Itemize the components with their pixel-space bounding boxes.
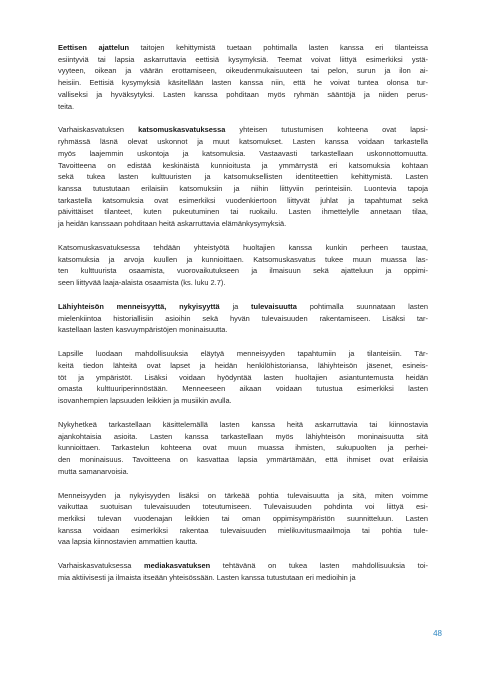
text-line <box>58 313 428 325</box>
text-line <box>58 183 428 195</box>
text-run: seen liittyvää laaja-alaista osaamista (ks. luku 2.7). <box>58 278 226 288</box>
text-line <box>58 65 428 77</box>
text-line <box>58 218 428 230</box>
text-run: yhteisen tutustumisen kohteena ovat lapsi- <box>225 125 429 135</box>
text-line <box>58 89 428 101</box>
text-line <box>58 124 428 136</box>
text-run: vyyteen, oikean ja väärän erottamiseen, oikeudenmukaisuuteen tai pelon, surun ja ilon ai- <box>58 66 428 76</box>
text-run: Nykyhetkeä tarkastellaan käsittelemällä lasten kanssa heitä askarruttavia tai kiinnostavia <box>58 419 428 429</box>
text-run: ajankohtaisia asioita. Lasten kanssa tarkastellaan myös lähiyhteisön moninaisuutta sitä <box>58 431 428 441</box>
paragraph <box>58 348 428 407</box>
text-run: ryhmässä läsnä olevat uskonnot ja muut katsomukset. Lasten kanssa voidaan tarkastella <box>58 137 428 147</box>
text-line <box>58 277 428 289</box>
text-line <box>58 242 428 254</box>
bold-term: Lähiyhteisön menneisyyttä, nykyisyyttä <box>58 301 220 311</box>
paragraph <box>58 242 428 289</box>
text-line <box>58 101 428 113</box>
text-run: isovanhempien lapsuuden leikkien ja musiikin avulla. <box>58 396 232 406</box>
text-line <box>58 431 428 443</box>
text-run: merkiksi tulevan vuodenajan leikkien tai oman oppimisympäristön suunnitteluun. Lasten <box>58 514 428 524</box>
text-line <box>58 136 428 148</box>
text-run: Varhaiskasvatuksessa <box>58 561 145 571</box>
text-line <box>58 265 428 277</box>
bold-term: mediakasvatuksen <box>144 561 211 571</box>
text-line <box>58 442 428 454</box>
text-run: myös laajemmin uskontoja ja katsomuksia. Vastaavasti tarkastellaan uskonnottomuutta. <box>58 148 428 158</box>
text-line <box>58 466 428 478</box>
text-run: vaikuttaa suotuisan tulevaisuuden toteutumiseen. Tulevaisuuden pohdinta voi liittyä esi- <box>58 502 428 512</box>
text-line <box>58 395 428 407</box>
text-line <box>58 501 428 513</box>
text-run: sekä tukea lasten kulttuuristen ja katsomuksellisten identiteettien kehittymistä. Lasten <box>58 172 428 182</box>
text-line <box>58 54 428 66</box>
paragraph <box>58 124 428 229</box>
text-run: kunnioittaen. Tarkastelun kohteena ovat muun muassa ihmisten, sukupuolten ja perhei- <box>58 443 428 453</box>
text-run: tarkastella katsomuksia ovat esimerkiksi vuodenkiertoon liittyvät juhlat ja tapahtumat sekä <box>58 195 428 205</box>
text-run: mielenkiintoa historiallisiin asioihin sekä hyvän tulevaisuuden rakentamiseen. Lisäksi tar- <box>58 313 428 323</box>
text-line <box>58 148 428 160</box>
text-run: katsomuksia ja arvoja kuullen ja kunnioittaen. Katsomuskasvatus tukee muun muassa las- <box>58 254 428 264</box>
text-line <box>58 348 428 360</box>
text-line <box>58 301 428 313</box>
text-run: den moninaisuus. Tavoitteena on kasvattaa lapsia ymmärtämään, että ihmiset ovat erilaisia <box>58 455 428 465</box>
text-run: taitojen kehittymistä tuetaan pohtimalla lasten kanssa eri tilanteissa <box>129 43 428 52</box>
text-line <box>58 171 428 183</box>
paragraph <box>58 419 428 478</box>
bold-term: katsomuskasvatuksessa <box>138 125 226 135</box>
text-line <box>58 372 428 384</box>
text-line <box>58 560 428 572</box>
text-line <box>58 536 428 548</box>
text-line <box>58 254 428 266</box>
text-run: päivittäiset tilanteet, kuten pukeutuminen tai ruokailu. Lasten ihmettelylle annetaan tilaa, <box>58 207 428 217</box>
text-run: Katsomuskasvatuksessa tehdään yhteistyötä huoltajien kanssa kunkin perheen taustaa, <box>58 242 428 252</box>
text-line <box>58 206 428 218</box>
bold-term: Eettisen ajattelun <box>58 43 130 52</box>
paragraph <box>58 42 428 112</box>
text-run: pohtimalla suunnataan lasten <box>296 301 428 311</box>
text-run: ten kulttuurista osaamista, vuorovaikutukseen ja ilmaisuun sekä ajatteluun ja oppimi- <box>58 266 428 276</box>
text-run: valliseksi ja hyväksytyksi. Lasten kanssa pohditaan myös ryhmän sääntöjä ja niiden perus- <box>58 89 428 99</box>
text-run: kastellaan lasten kasvuympäristöjen moninaisuutta. <box>58 325 228 335</box>
text-line <box>58 324 428 336</box>
text-run: heisiin. Eettisiä kysymyksiä käsitellään lasten kanssa niin, että he voivat tuntea olonsa tur- <box>58 78 428 88</box>
text-line <box>58 160 428 172</box>
text-run: Lapsille luodaan mahdollisuuksia eläytyä menneisyyden tapahtumiin ja tilanteisiin. Tär- <box>58 349 428 359</box>
text-line <box>58 490 428 502</box>
bold-term: tulevaisuutta <box>251 301 297 311</box>
text-line <box>58 383 428 395</box>
text-run: omasta kulttuuriperinnöstään. Menneeseen aikaan voidaan tutustua esimerkiksi lasten <box>58 384 428 394</box>
text-run: Menneisyyden ja nykyisyyden lisäksi on tärkeää pohtia tulevaisuutta ja sitä, miten voimme <box>58 490 428 500</box>
text-run: teita. <box>58 101 75 111</box>
text-line <box>58 195 428 207</box>
text-line <box>58 525 428 537</box>
text-run: mutta samanarvoisia. <box>58 466 129 476</box>
text-run: tehtävänä on tukea lasten mahdollisuuksia toi- <box>210 561 428 571</box>
text-line <box>58 419 428 431</box>
text-run: vaa lapsia kiinnostavien ammattien kautta. <box>58 537 198 547</box>
text-run: Varhaiskasvatuksen <box>58 125 139 135</box>
body-text <box>58 42 428 596</box>
text-run: ja heidän kanssaan pohditaan heitä askarruttavia elämänkysymyksiä. <box>58 219 287 229</box>
paragraph <box>58 301 428 336</box>
text-line <box>58 42 428 54</box>
text-run: Tavoitteena on edistää keskinäistä kunnioitusta ja ymmärrystä eri katsomuksia kohtaan <box>58 160 428 170</box>
paragraph <box>58 490 428 549</box>
text-line <box>58 572 428 584</box>
text-run: kanssa voidaan esimerkiksi rakentaa tulevaisuuden mielikuvitusmaailmoja tai pohtia tule- <box>58 525 428 535</box>
text-run: ja <box>219 301 252 311</box>
text-line <box>58 360 428 372</box>
text-run: keitä tiedon lähteitä ovat lapset ja heidän henkilöhistoriansa, lähiyhteisön jäsenet, esineis- <box>58 360 428 370</box>
text-line <box>58 513 428 525</box>
text-run: kanssa tutustutaan erilaisiin katsomuksiin ja niihin liittyviin perinteisiin. Luontevia tapoja <box>58 183 428 193</box>
text-run: mia aktiivisesti ja ilmaista itseään yhteisössään. Lasten kanssa tutustutaan eri medioihin ja <box>58 573 356 583</box>
text-line <box>58 77 428 89</box>
text-line <box>58 454 428 466</box>
text-run: töt ja ympäristöt. Lisäksi voidaan hyödyntää lasten huoltajien asiantuntemusta heidän <box>58 372 428 382</box>
page-number: 48 <box>433 629 442 638</box>
text-run: esiintyviä tai lapsia askarruttavia eettisiä kysymyksiä. Teemat voivat liittyä esimerkiksi ystä- <box>58 54 428 64</box>
paragraph <box>58 560 428 583</box>
